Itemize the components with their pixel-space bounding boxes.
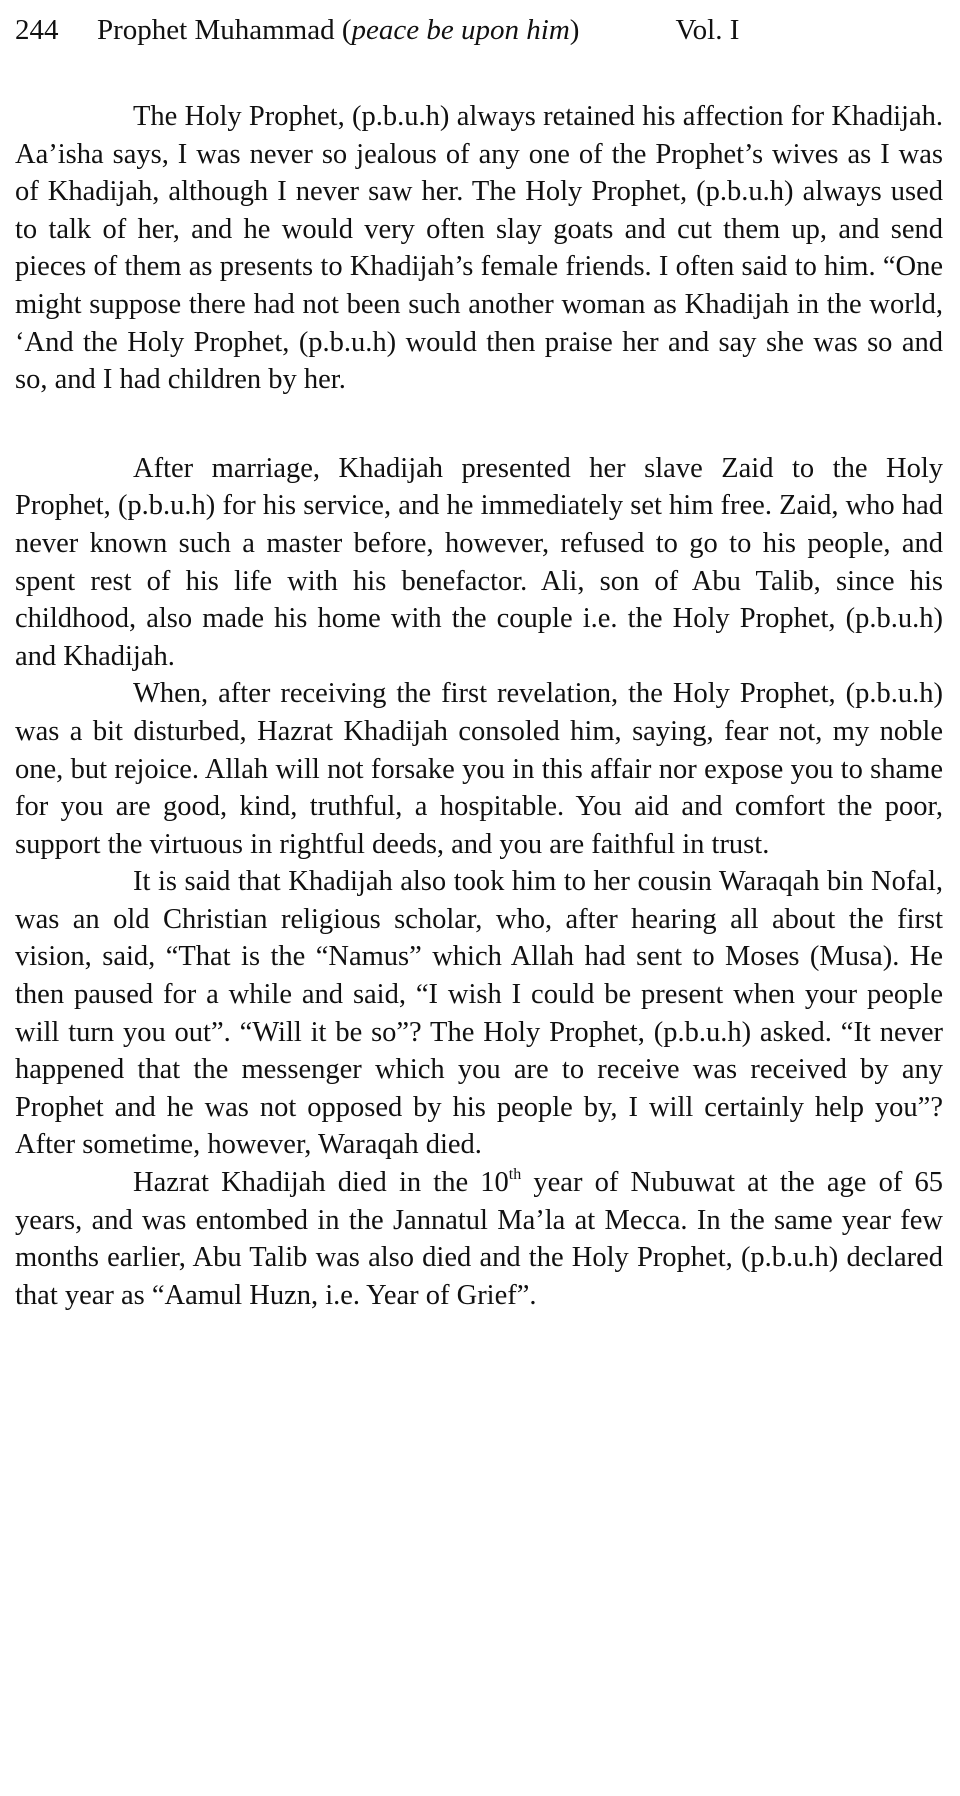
paragraph-waraqah: It is said that Khadijah also took him to her cousin Waraqah bin Nofal, was an old Christian religious scholar, who, after hearing all about the first vision, said, “That is the “Namus” which Allah had sent to Moses (Musa). He then paused for a while and said, “I wish I could be present when your people will turn you out”. “Will it be so”? The Holy Prophet, (p.b.u.h) asked. “It never happened that the messenger which you are to receive was received by any Prophet and he was not opposed by his people by, I will certainly help you”? After sometime, however, Waraqah died. [15,866,943,1161]
running-title: Prophet Muhammad (peace be upon him) [97,14,580,46]
paragraph-affection: The Holy Prophet, (p.b.u.h) always retained his affection for Khadijah. Aa’isha says, I was never so jealous of any one of the Prophet’s wives as I was of Khadijah, although I never saw her. The Holy Prophet, (p.b.u.h) always used to talk of her, and he would very often slay goats and cut them up, and send pieces of them as presents to Khadijah’s female friends. I often said to him. “One might suppose there had not been such another woman as Khadijah in the world, ‘And the Holy Prophet, (p.b.u.h) would then praise her and say she was so and so, and I had children by her. [15,101,943,396]
page-number: 244 [15,14,59,46]
ordinal-superscript: th [508,1165,522,1183]
running-header [15,12,943,48]
paragraph-gap [15,399,943,450]
running-title-main: Prophet Muhammad [97,14,335,46]
book-page [15,12,943,1314]
death-text-end: year of Nubuwat at the age of 65 years, and was entombed in the Jannatul Ma’la at Mecca. In the same year few months earlier, Abu Talib was also died and the Holy Prophet, (p.b.u.h) declared that year as “Aamul Huzn, i.e. Year of Grief”. [15,1167,943,1311]
paragraph-death [15,1164,943,1314]
paragraph-revelation: When, after receiving the first revelation, the Holy Prophet, (p.b.u.h) was a bit disturbed, Hazrat Khadijah consoled him, saying, fear not, my noble one, but rejoice. Allah will not forsake you in this affair nor expose you to shame for you are good, kind, truthful, a hospitable. You aid and comfort the poor, support the virtuous in rightful deeds, and you are faithful in trust. [15,678,943,860]
page-body [15,98,943,1314]
death-text-start: Hazrat Khadijah died in the 10 [133,1167,509,1199]
volume-label: Vol. I [675,14,740,46]
running-title-italic: peace be upon him [351,14,570,46]
paragraph-marriage: After marriage, Khadijah presented her slave Zaid to the Holy Prophet, (p.b.u.h) for his service, and he immediately set him free. Zaid, who had never known such a master before, however, refused to go to his people, and spent rest of his life with his benefactor. Ali, son of Abu Talib, since his childhood, also made his home with the couple i.e. the Holy Prophet, (p.b.u.h) and Khadijah. [15,452,943,672]
